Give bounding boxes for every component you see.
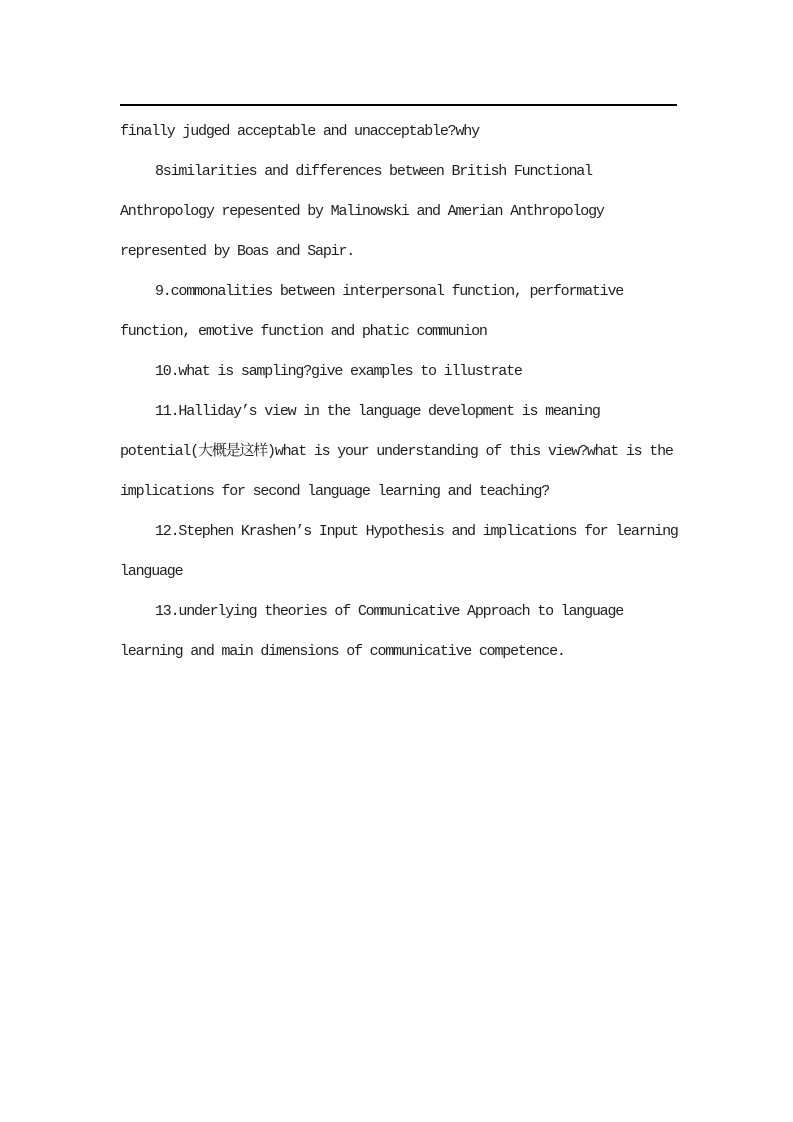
text-line: function, emotive function and phatic communion — [120, 323, 487, 340]
text-line: 13.underlying theories of Communicative Approach to language — [155, 603, 624, 620]
text-line: 11.Halliday’s view in the language development is meaning — [155, 403, 600, 420]
text-line: 9.commonalities between interpersonal function, performative — [155, 283, 624, 300]
text-line: finally judged acceptable and unacceptable?why — [120, 123, 479, 140]
text-line: language — [120, 563, 183, 580]
text-line: represented by Boas and Sapir. — [120, 243, 355, 260]
header-rule — [120, 104, 677, 106]
text-line: 10.what is sampling?give examples to illustrate — [155, 363, 522, 380]
text-line: 8similarities and differences between British Functional — [155, 163, 592, 180]
document-body — [120, 112, 700, 672]
text-line: Anthropology repesented by Malinowski and Amerian Anthropology — [120, 203, 604, 220]
text-line: learning and main dimensions of communicative competence. — [120, 643, 565, 660]
text-line: 12.Stephen Krashen’s Input Hypothesis and implications for learning — [155, 523, 678, 540]
text-line: potential(大概是这样)what is your understanding of this view?what is the — [120, 443, 673, 460]
text-line: implications for second language learning and teaching? — [120, 483, 550, 500]
